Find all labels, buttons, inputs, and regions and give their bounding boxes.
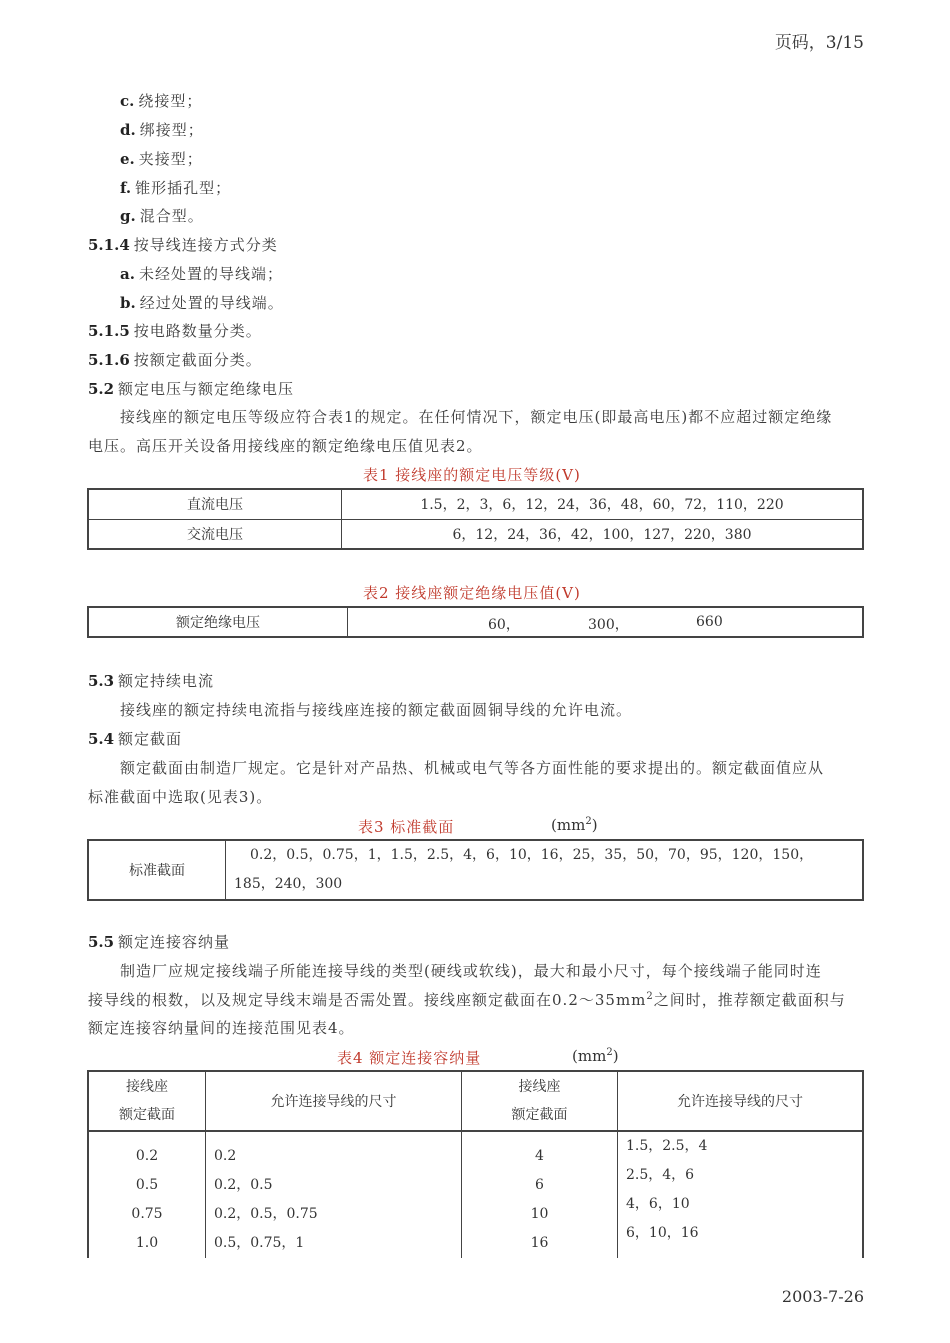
- item-text: 绕接型；: [138, 92, 203, 110]
- column-header: 允许连接导线的尺寸: [618, 1071, 864, 1131]
- section-title: 按导线连接方式分类: [133, 236, 278, 254]
- column-header: 允许连接导线的尺寸: [206, 1071, 462, 1131]
- table-cell: [348, 607, 864, 637]
- paragraph-line: 额定截面由制造厂规定。它是针对产品热、机械或电气等各方面性能的要求提出的。额定截面值应从: [120, 759, 825, 777]
- section-5-4-heading: [88, 728, 182, 749]
- item-label: b.: [120, 294, 136, 312]
- value-line: 185，240，300: [234, 876, 343, 892]
- paragraph-line: 额定连接容纳量间的连接范围见表4。: [88, 1019, 355, 1037]
- item-label: a.: [120, 265, 135, 283]
- section-5-1-5-heading: [88, 320, 262, 341]
- table-row: [88, 519, 863, 549]
- table-cell: [226, 840, 864, 900]
- section-number: 5.5: [88, 933, 115, 951]
- item-label: g.: [120, 207, 136, 225]
- table-row: [88, 840, 863, 900]
- table-cell: 6，12，24，36，42，100，127，220，380: [342, 519, 864, 549]
- item-text: 锥形插孔型；: [135, 179, 232, 197]
- paragraph-line: 接导线的根数，以及规定导线末端是否需处置。接线座额定截面在$0.2\sim 35mm^2$之间时，推荐额定截面积与: [88, 991, 846, 1009]
- table2: [87, 606, 864, 638]
- table-cell: 额定绝缘电压: [88, 607, 348, 637]
- table2-caption: 表2 接线座额定绝缘电压值(V): [363, 584, 581, 602]
- item-text: 夹接型；: [138, 150, 203, 168]
- table4: [87, 1070, 864, 1258]
- section-number: 5.2: [88, 380, 115, 398]
- list-item: [120, 119, 204, 140]
- section-title: 额定连接容纳量: [118, 933, 231, 951]
- column-header: 接线座 额定截面: [88, 1071, 206, 1131]
- paragraph-line: 接线座的额定持续电流指与接线座连接的额定截面圆铜导线的允许电流。: [120, 701, 633, 719]
- item-label: f.: [120, 179, 132, 197]
- item-text: 混合型。: [139, 207, 204, 225]
- list-item: [120, 292, 284, 313]
- item-label: d.: [120, 121, 136, 139]
- table-row: [88, 1131, 863, 1258]
- footer-date: 2003-7-26: [781, 1287, 864, 1306]
- table1: [87, 488, 864, 550]
- item-text: 未经处置的导线端；: [138, 265, 283, 283]
- table3-unit: $(mm^2)$: [551, 816, 598, 834]
- table4-caption: 表4 额定连接容纳量: [337, 1049, 482, 1067]
- section-number: 5.3: [88, 672, 115, 690]
- list-item: [120, 177, 231, 198]
- item-label: e.: [120, 150, 135, 168]
- section-5-2-heading: [88, 378, 294, 399]
- page-number: 页码，3/15: [774, 33, 864, 53]
- item-label: c.: [120, 92, 135, 110]
- section-5-3-heading: [88, 670, 214, 691]
- section-5-1-4-heading: [88, 234, 278, 255]
- table-cell: 1.5，2，3，6，12，24，36，48，60，72，110，220: [342, 489, 864, 519]
- column-header: 接线座 额定截面: [462, 1071, 618, 1131]
- table4-unit: $(mm^2)$: [572, 1047, 619, 1065]
- section-number: 5.1.5: [88, 322, 130, 340]
- table1-caption: 表1 接线座的额定电压等级(V): [363, 466, 581, 484]
- table-cell: 0.2 0.2，0.5 0.2，0.5，0.75 0.5，0.75，1: [206, 1131, 462, 1258]
- table-cell: 交流电压: [88, 519, 342, 549]
- value: 660: [696, 614, 723, 630]
- paragraph-line: 制造厂应规定接线端子所能连接导线的类型(硬线或软线)，最大和最小尺寸，每个接线端子能同时连: [120, 962, 822, 980]
- item-text: 经过处置的导线端。: [139, 294, 284, 312]
- paragraph-line: 接线座的额定电压等级应符合表1的规定。在任何情况下，额定电压(即最高电压)都不应超过额定绝缘: [120, 408, 833, 426]
- list-item: [120, 263, 283, 284]
- table3-caption: 表3 标准截面: [358, 818, 455, 836]
- section-number: 5.1.6: [88, 351, 130, 369]
- table-row: [88, 489, 863, 519]
- section-number: 5.1.4: [88, 236, 130, 254]
- paragraph-line: 电压。高压开关设备用接线座的额定绝缘电压值见表2。: [88, 437, 483, 455]
- value: 300，: [588, 617, 629, 633]
- table-cell: 直流电压: [88, 489, 342, 519]
- section-5-5-heading: [88, 931, 230, 952]
- section-title: 按电路数量分类。: [133, 322, 262, 340]
- paragraph-line: 标准截面中选取(见表3)。: [88, 788, 273, 806]
- table-header-row: [88, 1071, 863, 1131]
- section-title: 额定持续电流: [118, 672, 215, 690]
- value: 60，: [488, 617, 520, 633]
- table-cell: 标准截面: [88, 840, 226, 900]
- table-cell: 1.5，2.5，4 2.5，4，6 4，6，10 6，10，16: [618, 1131, 864, 1258]
- section-title: 按额定截面分类。: [133, 351, 262, 369]
- list-item: [120, 205, 204, 226]
- section-5-1-6-heading: [88, 349, 262, 370]
- list-item: [120, 148, 203, 169]
- item-text: 绑接型；: [139, 121, 204, 139]
- list-item: [120, 90, 202, 111]
- section-number: 5.4: [88, 730, 115, 748]
- section-title: 额定电压与额定绝缘电压: [118, 380, 295, 398]
- table-cell: 0.2 0.5 0.75 1.0: [88, 1131, 206, 1258]
- table3: [87, 839, 864, 901]
- value-line: 0.2，0.5，0.75，1，1.5，2.5，4，6，10，16，25，35，50，70，95，120，150，: [250, 847, 814, 863]
- section-title: 额定截面: [118, 730, 183, 748]
- table-row: [88, 607, 863, 637]
- table-cell: 4 6 10 16: [462, 1131, 618, 1258]
